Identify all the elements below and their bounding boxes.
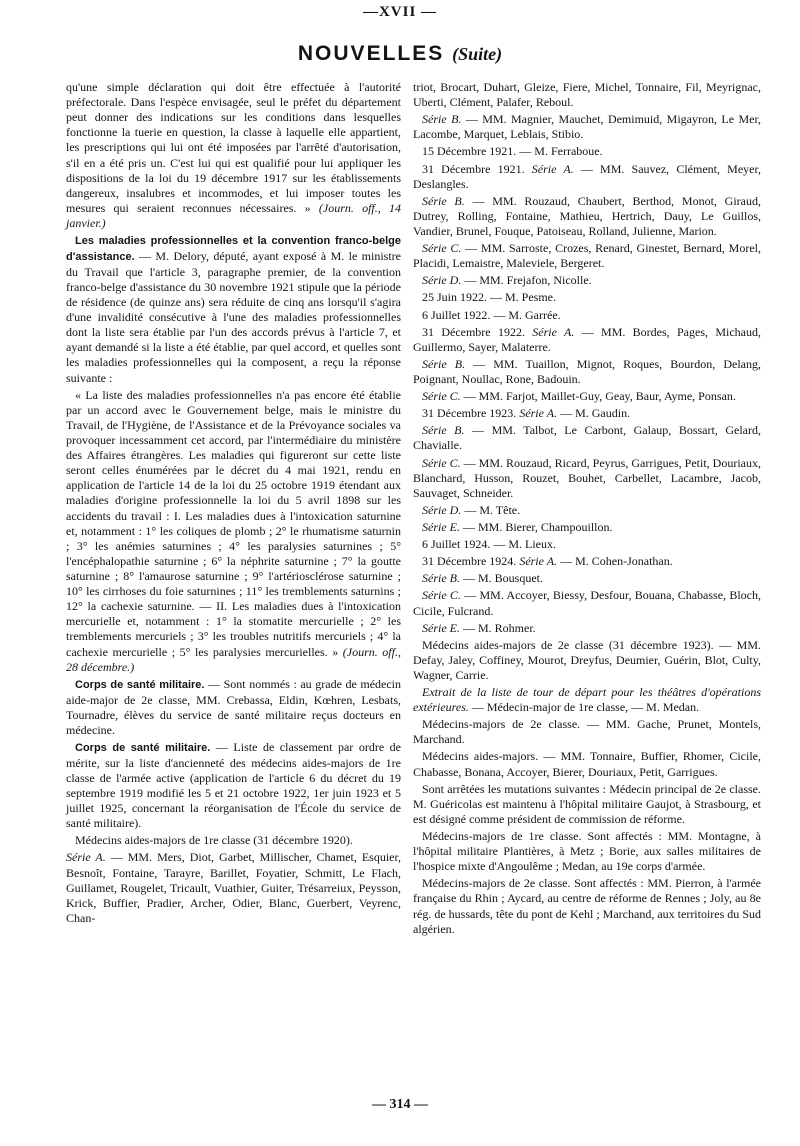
right-column	[413, 80, 761, 939]
paragraph-text: — MM. Rouzaud, Ricard, Peyrus, Garrigues, Petit, Douriaux, Blanchard, Husson, Rouzet, Bouhet, Carbellet, Lacambre, Jacob, Sauvaget, Schneider.	[413, 455, 761, 500]
serie-label: Série C.	[422, 389, 461, 404]
paragraph: 6 Juillet 1924. — M. Lieux.	[422, 537, 556, 552]
serie-label: Série B.	[422, 423, 465, 438]
paragraph	[413, 571, 761, 586]
serie-label: Série B.	[422, 356, 466, 371]
paragraph-text: — MM. Bordes, Pages, Michaud, Guillermo, Sayer, Malaterre.	[413, 324, 761, 354]
date-label: 31 Décembre 1922.	[422, 324, 533, 339]
serie-label: Série A.	[519, 554, 558, 569]
paragraph-text: — MM. Magnier, Mauchet, Demimuid, Migayron, Le Mer, Lacombe, Marquet, Leblais, Stibio.	[413, 112, 761, 142]
paragraph-text: — MM. Rouzaud, Chaubert, Berthod, Monot, Giraud, Dutrey, Rolling, Fontaine, Mathieu, Hertrich, Dauy, Le Guillos, Vandier, Brunel, Fouque, Patoiseau, Rolland, Julienne, Marion.	[413, 193, 761, 238]
paragraph	[413, 325, 761, 355]
paragraph	[413, 685, 761, 715]
paragraph	[413, 423, 761, 453]
serie-label: Série D.	[422, 273, 462, 288]
date-label: 31 Décembre 1923.	[422, 406, 520, 421]
paragraph: Médecins aides-majors. — MM. Tonnaire, Buffier, Rhomer, Cicile, Chabasse, Bonana, Accoyer, Bierer, Douriaux, Petit, Garrigues.	[413, 749, 761, 779]
paragraph-text: — Liste de classement par ordre de mérite, sur la liste d'ancienneté des médecins aides-majors de 1re classe de l'armée active (application de l'article 6 du décret du 19 septembre 1919 modifié les 5 et 21 octobre 1922, 1er juin 1923 et 5 juillet 1925, concernant la réorganisation de l'École du service de santé militaire).	[66, 739, 402, 831]
paragraph-text: — MM. Accoyer, Biessy, Desfour, Bouana, Chabasse, Bloch, Cicile, Fulcrand.	[413, 588, 761, 618]
serie-label: Série B.	[422, 571, 460, 586]
date-label: 31 Décembre 1924.	[422, 554, 520, 569]
serie-label: Série C.	[422, 241, 462, 256]
paragraph	[413, 621, 761, 636]
serie-label: Série A.	[66, 850, 106, 865]
serie-label: Série A.	[519, 406, 558, 421]
source-citation: (Journ. off., 28 décembre.)	[66, 644, 401, 674]
article-heading: Corps de santé militaire.	[75, 741, 211, 754]
paragraph	[413, 357, 761, 387]
paragraph	[66, 388, 401, 675]
serie-label: Série B.	[422, 112, 462, 127]
section-title-suite: (Suite)	[452, 44, 503, 64]
paragraph-text: — M. Gaudin.	[557, 406, 631, 421]
paragraph: Médecins aides-majors de 2e classe (31 décembre 1923). — MM. Defay, Jaley, Coffiney, Mourot, Dreyfus, Deumier, Guérin, Blot, Culty, Wagner, Carrie.	[413, 637, 761, 682]
serie-label: Série E.	[422, 519, 460, 534]
serie-label: Série A.	[532, 324, 575, 339]
article-heading: Corps de santé militaire.	[75, 678, 205, 691]
paragraph	[413, 406, 761, 421]
date-label: 31 Décembre 1921.	[422, 161, 532, 176]
paragraph	[413, 456, 761, 501]
paragraph-text: — M. Delory, député, ayant exposé à M. le ministre du Travail que l'article 3, paragraphe premier, de la convention franco-belge d'assistance du 30 novembre 1921 stipule que la période de résidence (de quinze ans) sera réduite de cinq ans lorsqu'il s'agira d'une invalidité consécutive à l'une des maladies professionnelles dont la liste sera établie par l'un des accords prévus à l'article 7, et ayant demandé si la liste a été établie, par quel accord, et quelles sont les maladies professionnelles qui la composent, a reçu la réponse suivante :	[66, 248, 401, 385]
paragraph: 25 Juin 1922. — M. Pesme.	[422, 290, 557, 305]
paragraph	[66, 850, 401, 926]
paragraph-text: — MM. Sarroste, Crozes, Renard, Ginestet, Bernard, Morel, Placidi, Lemaistre, Maleviele, Bergeret.	[413, 241, 761, 271]
serie-label: Série A.	[531, 161, 574, 176]
paragraph-text: — M. Bousquet.	[460, 571, 544, 586]
page-number: — 314 —	[372, 1097, 428, 1112]
left-column	[66, 80, 401, 928]
serie-label: Série B.	[422, 193, 465, 208]
paragraph	[66, 740, 401, 831]
paragraph	[66, 233, 401, 386]
paragraph	[413, 112, 761, 142]
paragraph	[413, 554, 761, 569]
page-roman-numeral: —XVII —	[362, 4, 438, 20]
paragraph	[413, 588, 761, 618]
paragraph: Médecins-majors de 2e classe. — MM. Gache, Prunet, Montels, Marchand.	[413, 717, 761, 747]
paragraph	[66, 677, 401, 738]
serie-label: Série D.	[422, 502, 462, 517]
section-title-text: NOUVELLES	[297, 42, 445, 65]
paragraph-text: — MM. Bierer, Champouillon.	[460, 519, 613, 534]
paragraph	[413, 194, 761, 239]
serie-label: Série C.	[422, 455, 461, 470]
serie-label: Série C.	[422, 588, 461, 603]
paragraph-text: — Sont nommés : au grade de médecin aide-major de 2e classe, MM. Crebassa, Eldin, Kœhren, Lesbats, Tournadre, élèves du service de santé militaire reçus docteurs en médecine.	[66, 676, 402, 737]
paragraph-text: — MM. Frejafon, Nicolle.	[461, 273, 592, 288]
paragraph: 15 Décembre 1921. — M. Ferraboue.	[422, 144, 603, 159]
source-citation: (Journ. off., 14 janvier.)	[66, 200, 401, 230]
paragraph-text: — MM. Talbot, Le Carbont, Galaup, Bossart, Gelard, Chavialle.	[413, 423, 761, 453]
paragraph-text: « La liste des maladies professionnelles n'a pas encore été établie par un accord avec le Gouvernement belge, mais le ministre du Travail, de l'Hygiène, de l'Assistance et de la Prévoyance sociales va provoquer incessamment cet accord, par l'intermédiaire du ministère des Affaires étrangères. Les maladies qui figureront sur cette liste seront celles énumérées par le décret du 4 mai 1921, rendu en application de l'article 14 de la loi du 25 octobre 1919 étendant aux maladies d'origine professionnelle la loi du 5 avril 1898 sur les accidents du travail : I. Les maladies dues à l'intoxication saturnine et, notamment : 1° les coliques de plomb ; 2° le rhumatisme saturnin ; 3° les anémies saturnines ; 4° les paralysies saturnines ; 5° l'encéphalopathie saturnine ; 6° la néphrite saturnine ; 7° la goutte saturnine ; 8° l'amaurose saturnine ; 9° l'artériosclérose saturnine ; 10° les cirrhoses du foie saturnines ; 11° les tremblements saturnins ; 12° la cachexie saturnine. — II. Les maladies dues à l'intoxication mercurielle et, notamment : 1° la stomatite mercurielle ; 2° les tremblements mercuriels ; 3° les troubles nutritifs mercuriels ; 4° la cachexie mercurielle ; 5° les paralysies mercurielles. »	[66, 387, 401, 659]
paragraph	[413, 389, 761, 404]
paragraph-text: — MM. Farjot, Maillet-Guy, Geay, Baur, Ayme, Ponsan.	[460, 389, 736, 404]
paragraph	[66, 80, 401, 231]
paragraph: triot, Brocart, Duhart, Gleize, Fiere, Michel, Tonnaire, Fil, Meyrignac, Uberti, Clément, Palafer, Reboul.	[413, 80, 761, 110]
paragraph: Médecins aides-majors de 1re classe (31 décembre 1920).	[75, 833, 353, 848]
paragraph	[413, 162, 761, 192]
serie-label: Série E.	[422, 620, 460, 635]
paragraph: Médecins-majors de 2e classe. Sont affectés : MM. Pierron, à l'armée française du Rhin ; Aycard, au centre de réforme de Rennes ; Joly, au 8e rég. de hussards, tête du pont de Kehl ; Marchand, aux territoires du Sud algérien.	[413, 876, 761, 936]
paragraph: Sont arrêtées les mutations suivantes : Médecin principal de 2e classe. M. Guéricolas est maintenu à l'hôpital militaire Gaujot, à Strasbourg, et est désigné comme président de commission de réforme.	[413, 781, 761, 826]
paragraph-text: — MM. Mers, Diot, Garbet, Millischer, Chamet, Esquier, Besnoît, Fontaine, Tarayre, Barillet, Foyatier, Schmitt, Le Flach, Guillamet, Rougelet, Tricault, Vuathier, Guiter, Trésarreiux, Peysson, Krick, Buffier, Pradier, Archer, Odier, Blanc, Guerbert, Veyrenc, Chan-	[66, 850, 401, 925]
paragraph	[413, 520, 761, 535]
italic-heading: Extrait de la liste de tour de départ pour les théâtres d'opérations extérieures.	[413, 685, 761, 715]
paragraph	[413, 273, 761, 288]
paragraph-text: — M. Tête.	[461, 502, 521, 517]
paragraph-text: — MM. Sauvez, Clément, Meyer, Deslangles.	[413, 161, 761, 191]
paragraph-text: — MM. Tuaillon, Mignot, Roques, Bourdon, Delang, Poignant, Noullac, Rone, Badouin.	[413, 356, 761, 386]
paragraph: Médecins-majors de 1re classe. Sont affectés : MM. Montagne, à l'hôpital militaire Plantières, à Metz ; Borie, aux salles militaires de l'hospice mixte d'Angoulême ; Medan, au 19e corps d'armée.	[413, 829, 761, 874]
paragraph	[413, 241, 761, 271]
paragraph	[413, 503, 761, 518]
paragraph-text: — M. Rohmer.	[460, 620, 536, 635]
paragraph: 6 Juillet 1922. — M. Garrée.	[422, 307, 561, 322]
paragraph-text: qu'une simple déclaration qui doit être effectuée à l'autorité préfectorale. Dans l'espèce envisagée, seul le préfet du département peut donner des indications sur les conditions dans lesquelles fonctionne la tuerie en question, la classe à laquelle elle appartient, les prescriptions qui lui ont été imposées par l'arrêté d'autorisation, s'il en a été pris un. C'est lui qui est qualifié pour lui appliquer les dispositions de la loi du 19 décembre 1917 sur les établissements dangereux, insalubres et incommodes, et lui imposer toutes les mesures qui seraient reconnues nécessaires. »	[66, 80, 401, 215]
section-title	[0, 42, 800, 66]
article-heading: Les maladies professionnelles et la convention franco-belge d'assistance.	[66, 235, 401, 263]
paragraph-text: — M. Cohen-Jonathan.	[557, 554, 673, 569]
paragraph-text: — Médecin-major de 1re classe, — M. Medan.	[468, 700, 700, 715]
